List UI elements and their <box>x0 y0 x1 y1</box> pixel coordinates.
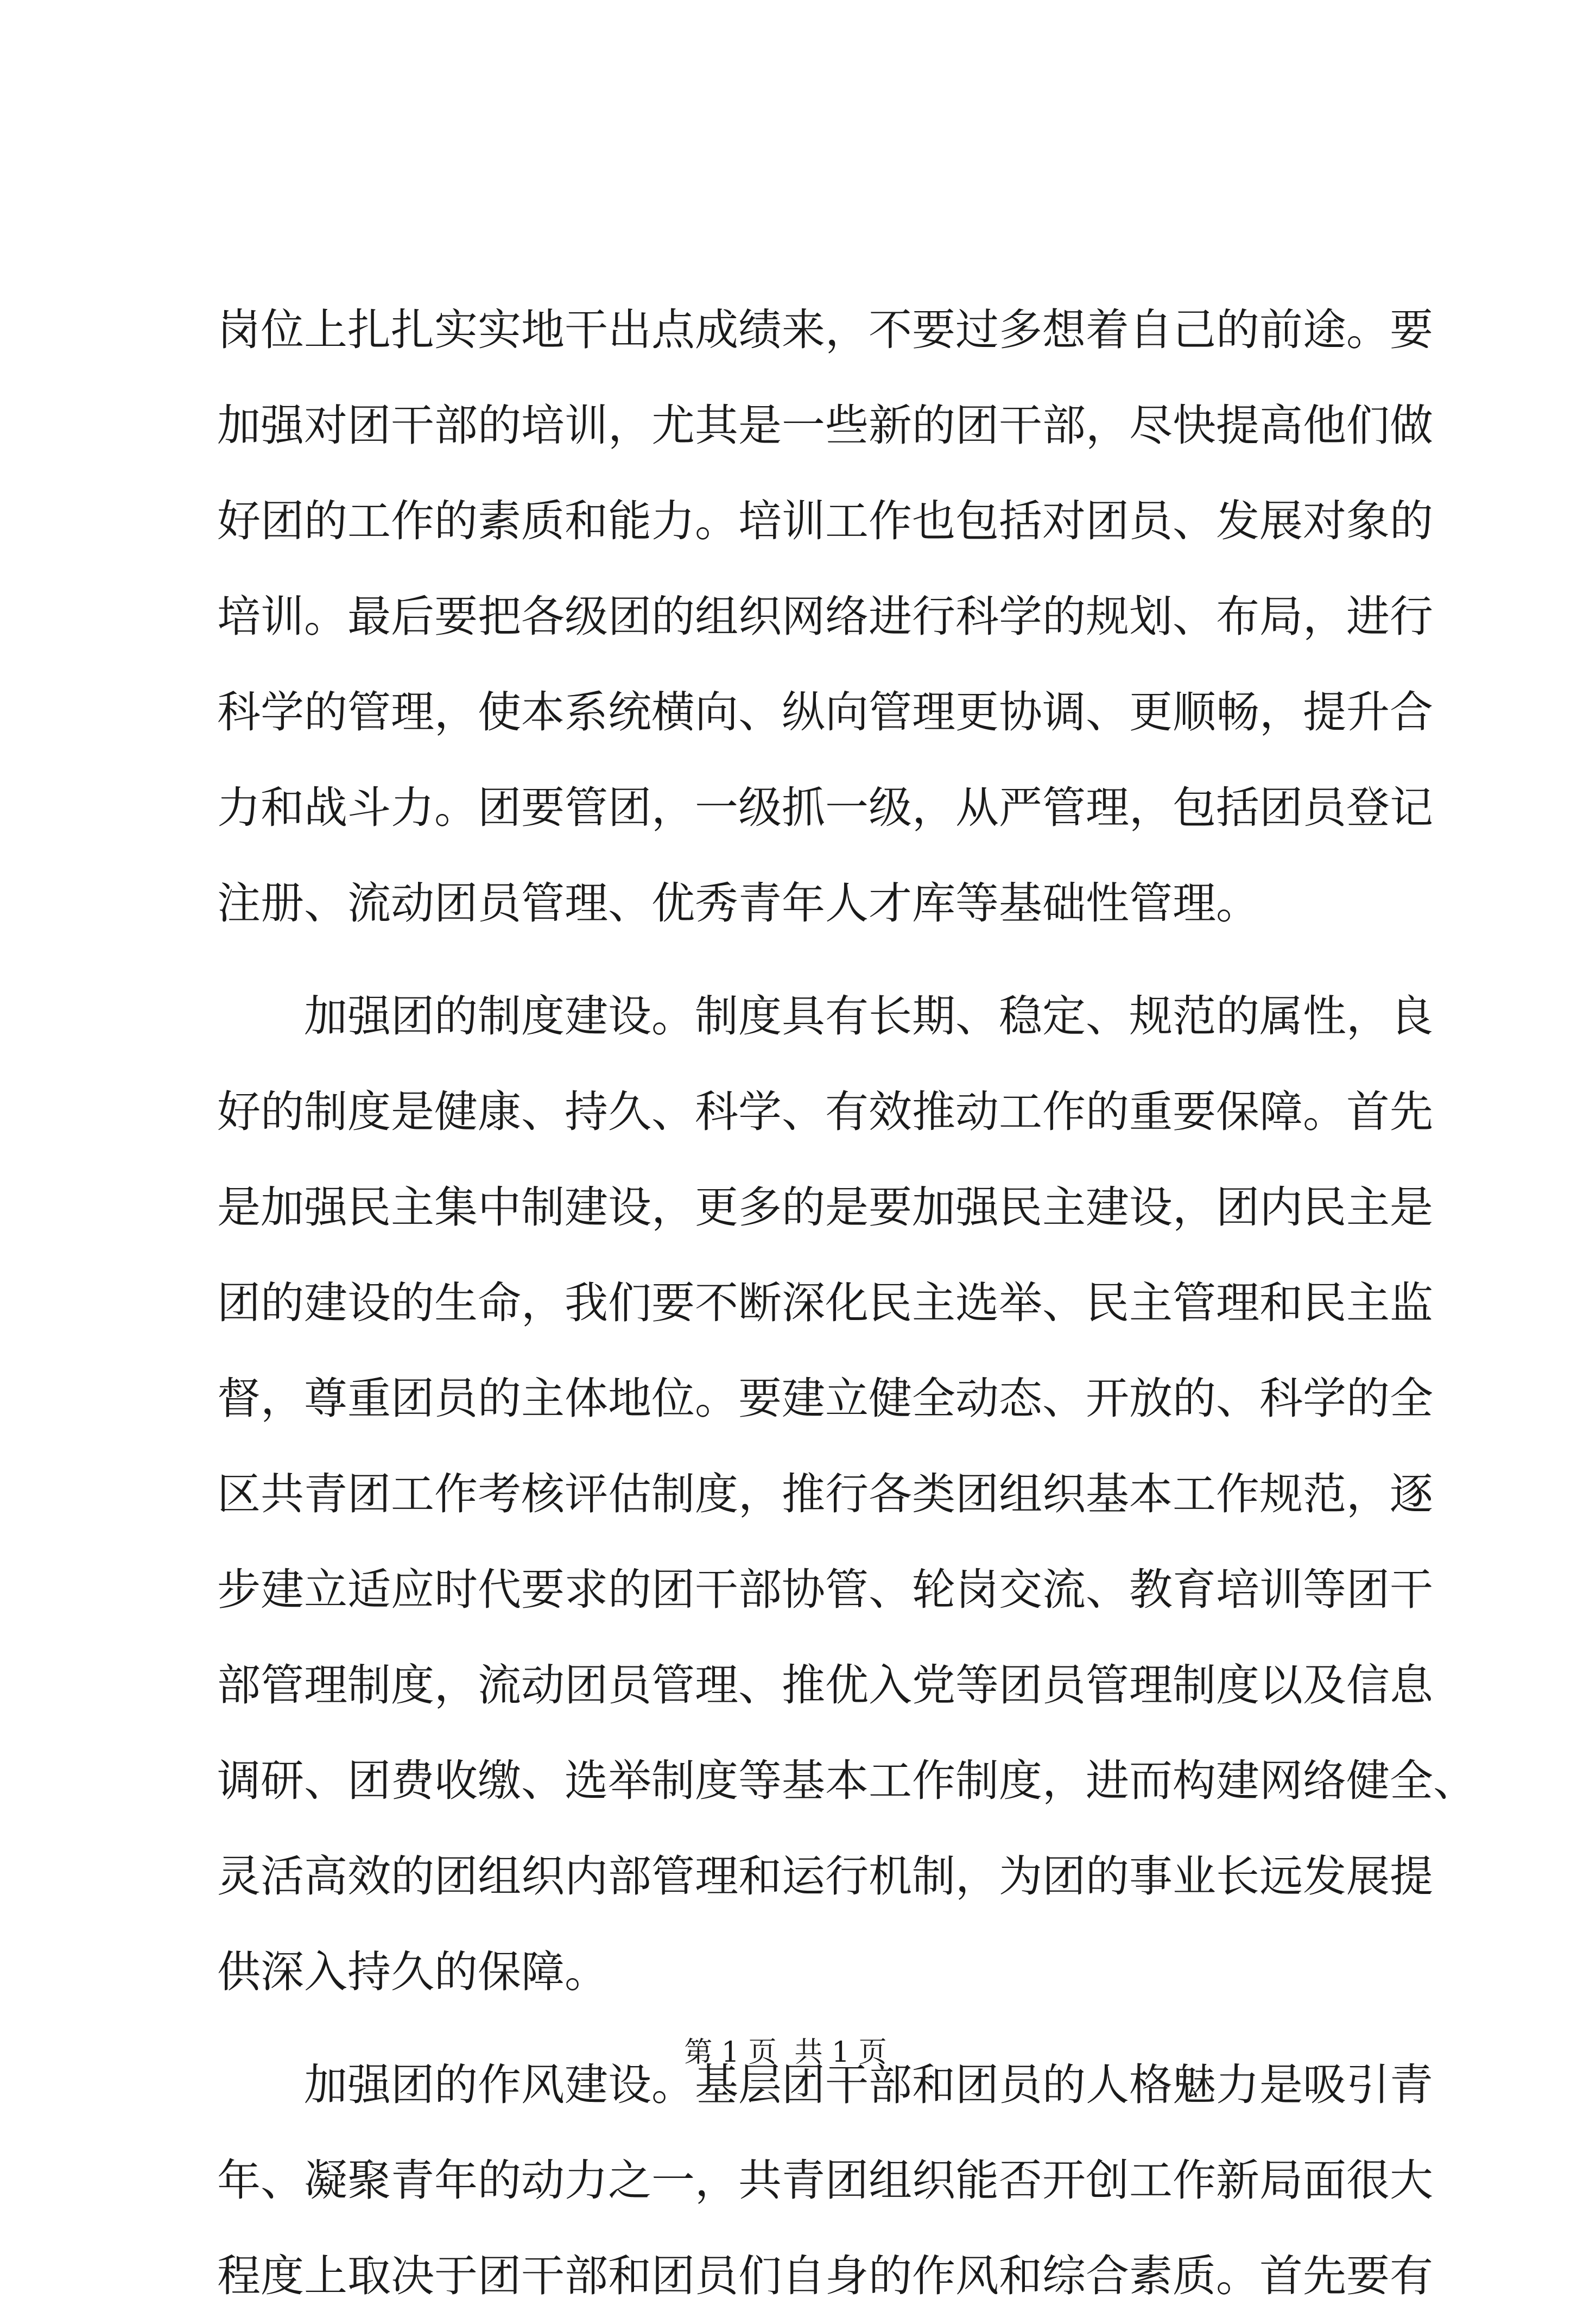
text-line: 灵活高效的团组织内部管理和运行机制，为团的事业长远发展提 <box>217 1851 1433 1902</box>
text-line: 调研、团费收缴、选举制度等基本工作制度，进而构建网络健全、 <box>217 1755 1477 1806</box>
text-line: 年、凝聚青年的动力之一，共青团组织能否开创工作新局面很大 <box>217 2155 1433 2206</box>
paragraph-2 <box>217 969 1477 2020</box>
text-line: 注册、流动团员管理、优秀青年人才库等基础性管理。 <box>217 878 1259 929</box>
paragraph-spacing <box>217 951 1379 969</box>
page-number-label: 第 1 页 共 1 页 <box>684 2036 887 2069</box>
text-line: 加强团的作风建设。基层团干部和团员的人格魅力是吸引青 <box>304 2060 1433 2110</box>
text-line: 加强对团干部的培训，尤其是一些新的团干部，尽快提高他们做 <box>217 400 1433 451</box>
page-footer <box>0 2033 1571 2072</box>
text-line: 供深入持久的保障。 <box>217 1947 608 1997</box>
paragraph-3 <box>217 2037 1433 2324</box>
text-line: 团的建设的生命，我们要不断深化民主选举、民主管理和民主监 <box>217 1278 1433 1328</box>
text-line: 是加强民主集中制建设，更多的是要加强民主建设，团内民主是 <box>217 1182 1433 1233</box>
text-line: 程度上取决于团干部和团员们自身的作风和综合素质。首先要有 <box>217 2251 1433 2301</box>
text-line: 岗位上扎扎实实地干出点成绩来，不要过多想着自己的前途。要 <box>217 305 1433 355</box>
text-line: 科学的管理，使本系统横向、纵向管理更协调、更顺畅，提升合 <box>217 687 1433 737</box>
paragraph-1 <box>217 282 1433 951</box>
text-line: 区共青团工作考核评估制度，推行各类团组织基本工作规范，逐 <box>217 1469 1433 1519</box>
text-line: 培训。最后要把各级团的组织网络进行科学的规划、布局，进行 <box>217 591 1433 642</box>
text-line: 加强团的制度建设。制度具有长期、稳定、规范的属性，良 <box>304 991 1433 1041</box>
text-line: 督，尊重团员的主体地位。要建立健全动态、开放的、科学的全 <box>217 1373 1433 1424</box>
text-line: 力和战斗力。团要管团，一级抓一级，从严管理，包括团员登记 <box>217 782 1433 833</box>
text-line: 部管理制度，流动团员管理、推优入党等团员管理制度以及信息 <box>217 1660 1433 1710</box>
text-line: 步建立适应时代要求的团干部协管、轮岗交流、教育培训等团干 <box>217 1564 1433 1615</box>
text-line: 好的制度是健康、持久、科学、有效推动工作的重要保障。首先 <box>217 1087 1433 1137</box>
text-line: 好团的工作的素质和能力。培训工作也包括对团员、发展对象的 <box>217 496 1433 546</box>
document-body <box>217 282 1477 2324</box>
